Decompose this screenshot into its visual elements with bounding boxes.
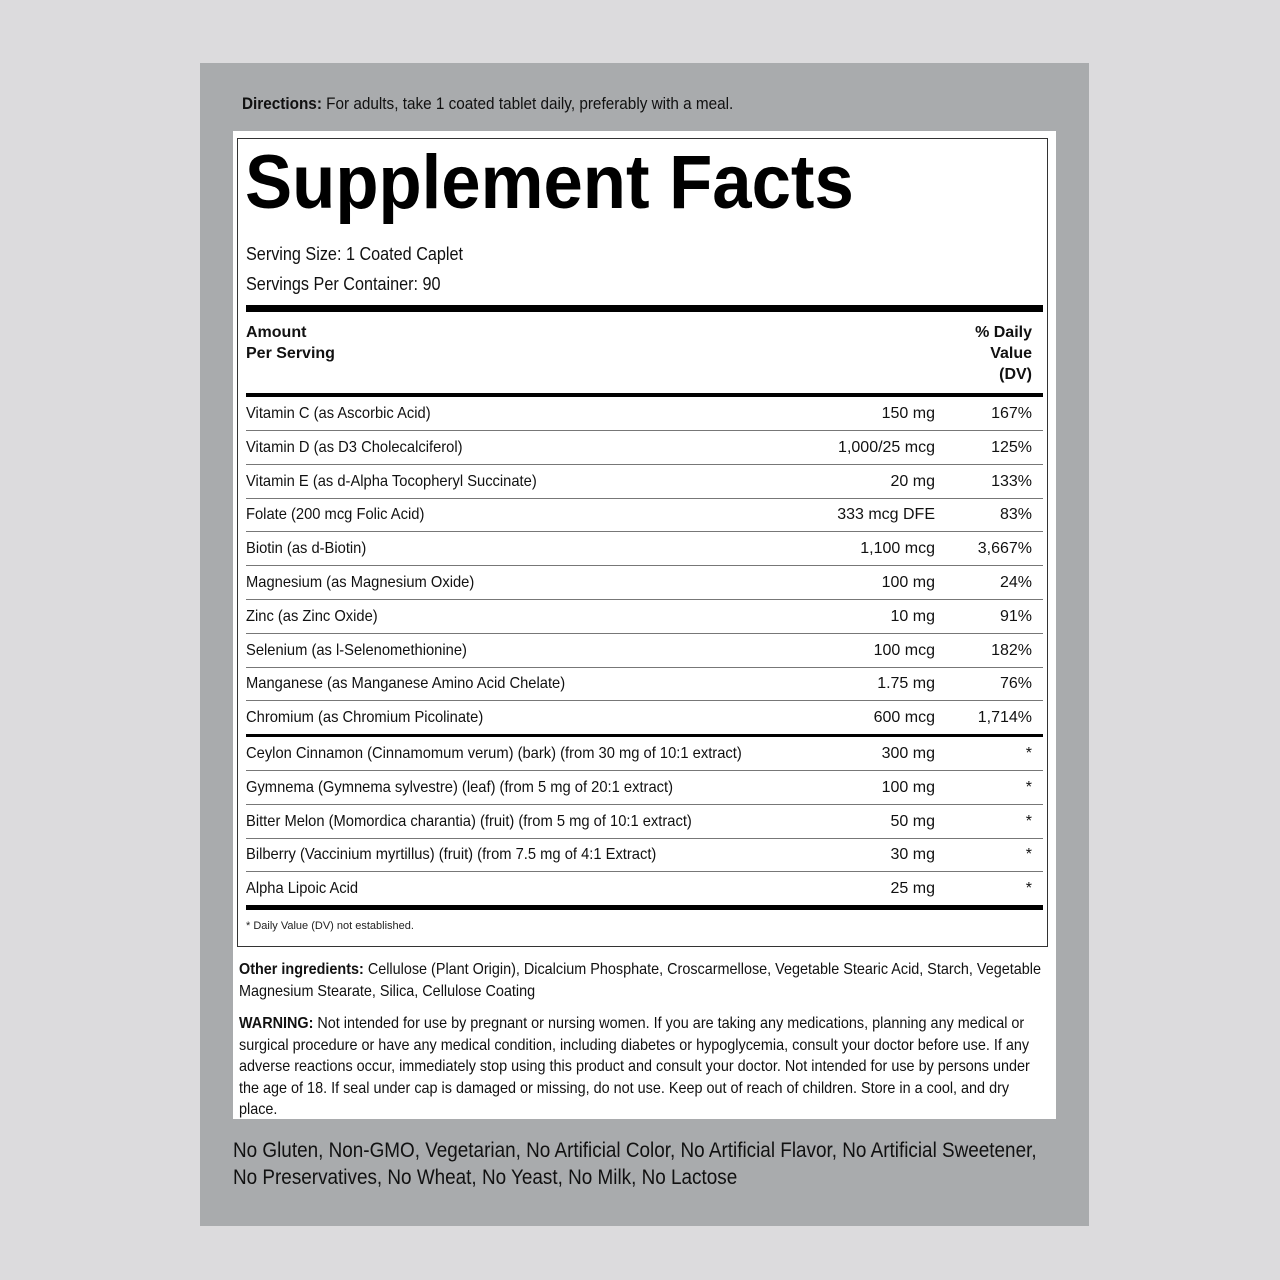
daily-value: 1,714% <box>977 709 1032 727</box>
nutrient-name: Zinc (as Zinc Oxide) <box>246 607 378 625</box>
table-row <box>246 668 1043 701</box>
warning-text: Not intended for use by pregnant or nursing women. If you are taking any medications, planning any medical or surgical procedure or have any medical condition, including diabetes or hypoglycemia, consult your doctor before use. If any adverse reactions occur, immediately stop using this product and consult your doctor. Not intended for use by persons under the age of 18. If seal under cap is damaged or missing, do not use. Keep out of reach of children. Store in a cool, and dry place. <box>239 1015 1030 1118</box>
daily-value: 133% <box>991 472 1032 490</box>
amount-per-serving: 150 mg <box>881 405 935 422</box>
warning <box>239 1013 1049 1121</box>
dv-header-line2: Value <box>990 345 1032 362</box>
table-row <box>246 432 1043 465</box>
directions-text <box>242 94 733 114</box>
header-rule <box>246 393 1043 397</box>
daily-value: * <box>1025 846 1032 864</box>
nutrient-name: Vitamin D (as D3 Cholecalciferol) <box>246 438 463 456</box>
daily-value: * <box>1025 812 1032 830</box>
dv-header-line3: (DV) <box>999 366 1032 383</box>
nutrient-name: Alpha Lipoic Acid <box>246 880 359 898</box>
amount-per-serving: 1,000/25 mcg <box>838 438 935 456</box>
amount-per-serving: 100 mcg <box>873 641 935 659</box>
table-row <box>246 738 1043 771</box>
table-row <box>246 398 1043 431</box>
facts-title: Supplement Facts <box>245 140 854 225</box>
servings-per-container: Servings Per Container: 90 <box>246 274 441 294</box>
daily-value: 76% <box>999 675 1032 693</box>
section-rule <box>246 734 1043 737</box>
directions-body: For adults, take 1 coated tablet daily, preferably with a meal. <box>321 94 734 113</box>
amount-header-line2: Per Serving <box>246 345 335 362</box>
amount-per-serving: 100 mg <box>881 574 935 591</box>
amount-per-serving: 333 mcg DFE <box>837 506 935 524</box>
nutrient-name: Folate (200 mcg Folic Acid) <box>246 506 425 524</box>
table-row <box>246 635 1043 668</box>
amount-per-serving: 100 mg <box>881 778 935 796</box>
nutrient-name: Chromium (as Chromium Picolinate) <box>246 709 484 727</box>
amount-header <box>246 322 335 364</box>
amount-header-line1: Amount <box>246 324 307 341</box>
nutrient-name: Ceylon Cinnamon (Cinnamomum verum) (bark) (from 30 mg of 10:1 extract) <box>246 745 742 762</box>
table-row <box>246 601 1043 634</box>
dv-footnote: * Daily Value (DV) not established. <box>246 920 414 932</box>
nutrient-name: Gymnema (Gymnema sylvestre) (leaf) (from 5 mg of 20:1 extract) <box>246 778 673 796</box>
table-row <box>246 772 1043 805</box>
amount-per-serving: 30 mg <box>890 846 935 864</box>
amount-per-serving: 25 mg <box>890 880 935 898</box>
nutrient-name: Biotin (as d-Biotin) <box>246 540 367 558</box>
daily-value-header <box>975 322 1032 385</box>
table-row <box>246 839 1043 872</box>
nutrient-name: Vitamin E (as d-Alpha Tocopheryl Succinate) <box>246 472 537 490</box>
table-row <box>246 499 1043 532</box>
amount-per-serving: 20 mg <box>890 472 935 490</box>
nutrient-name: Manganese (as Manganese Amino Acid Chelate) <box>246 675 566 693</box>
table-row <box>246 466 1043 499</box>
amount-per-serving: 1.75 mg <box>877 675 935 693</box>
thick-rule <box>246 305 1043 312</box>
daily-value: * <box>1025 778 1032 796</box>
other-ingredients <box>239 959 1049 1002</box>
amount-per-serving: 600 mcg <box>873 709 935 727</box>
daily-value: * <box>1025 880 1032 898</box>
nutrient-name: Magnesium (as Magnesium Oxide) <box>246 574 475 591</box>
bottom-rule <box>246 905 1043 910</box>
serving-size: Serving Size: 1 Coated Caplet <box>246 244 464 264</box>
daily-value: 91% <box>999 607 1032 625</box>
daily-value: * <box>1025 745 1032 762</box>
nutrient-name: Bitter Melon (Momordica charantia) (fruit) (from 5 mg of 10:1 extract) <box>246 812 692 830</box>
daily-value: 182% <box>991 641 1032 659</box>
amount-per-serving: 1,100 mcg <box>860 540 935 558</box>
dv-header-line1: % Daily <box>975 324 1032 341</box>
amount-per-serving: 50 mg <box>890 812 935 830</box>
other-ingredients-text: Cellulose (Plant Origin), Dicalcium Phosphate, Croscarmellose, Vegetable Stearic Acid, Starch, Vegetable Magnesium Stearate, Silica, Cellulose Coating <box>239 961 1041 1000</box>
table-row <box>246 806 1043 839</box>
nutrient-name: Bilberry (Vaccinium myrtillus) (fruit) (from 7.5 mg of 4:1 Extract) <box>246 846 657 864</box>
directions-label: Directions: <box>242 94 322 113</box>
nutrient-name: Selenium (as l-Selenomethionine) <box>246 641 467 659</box>
nutrient-name: Vitamin C (as Ascorbic Acid) <box>246 405 431 422</box>
daily-value: 167% <box>991 405 1032 422</box>
daily-value: 24% <box>999 574 1032 591</box>
warning-label: WARNING: <box>239 1015 314 1032</box>
daily-value: 83% <box>999 506 1032 524</box>
table-row <box>246 702 1043 735</box>
other-ingredients-label: Other ingredients: <box>239 961 364 978</box>
free-from-claims: No Gluten, Non-GMO, Vegetarian, No Artificial Color, No Artificial Flavor, No Artificial Sweetener, No Preservatives, No Wheat, No Yeast, No Milk, No Lactose <box>233 1139 1037 1189</box>
daily-value: 3,667% <box>977 540 1032 558</box>
amount-per-serving: 10 mg <box>890 607 935 625</box>
table-row <box>246 567 1043 600</box>
table-row <box>246 873 1043 906</box>
table-row <box>246 533 1043 566</box>
daily-value: 125% <box>991 438 1032 456</box>
amount-per-serving: 300 mg <box>881 745 935 762</box>
